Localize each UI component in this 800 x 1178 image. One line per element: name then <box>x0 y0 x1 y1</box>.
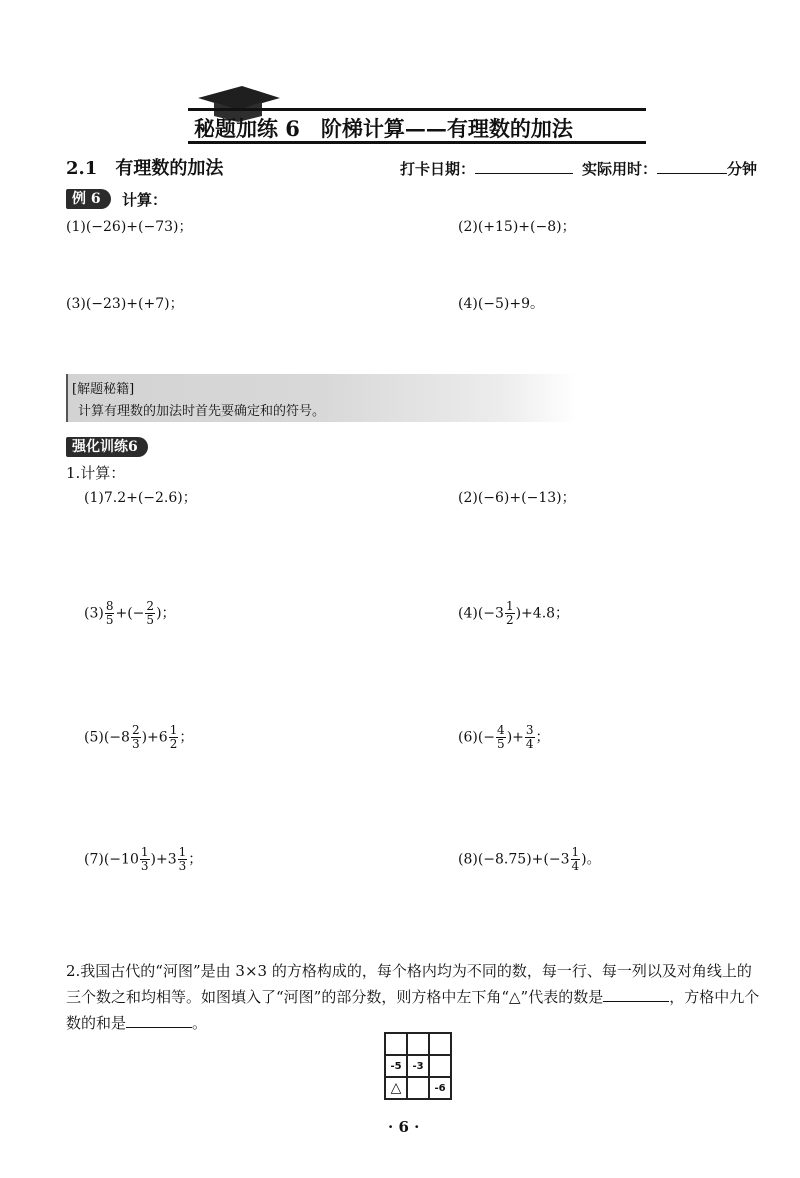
example-instruction: 计算： <box>122 191 168 209</box>
tip-label: [解题秘籍] <box>72 382 135 397</box>
question-2-text: 2.我国古代的“河图”是由 3×3 的方格构成的，每个格内均为不同的数，每一行、每一列以及对角线上的三个数之和均相等。如图填入了“河图”的部分数，则方格中左下角“△”代表的数是 <box>66 962 752 1006</box>
training-problem-5: (5)(−8 $\frac{2}{3}$ )+6 $\frac{1}{2}$ ； <box>84 723 194 751</box>
question-1-label: 1.计算： <box>66 464 126 482</box>
time-label: 实际用时： <box>582 160 658 178</box>
page-number: · 6 · <box>388 1118 420 1136</box>
training-problem-2: (2)(−6)+(−13)； <box>458 490 576 506</box>
training-problem-4: (4)(−3 $\frac{1}{2}$ )+4.8； <box>458 599 570 627</box>
time-blank[interactable] <box>657 159 727 174</box>
grid-cell <box>429 1033 451 1055</box>
training-problem-3: (3) $\frac{8}{5}$ +(− $\frac{2}{5}$ )； <box>84 599 176 627</box>
example-problem-4: (4)(−5)+9。 <box>458 296 545 312</box>
grid-cell <box>407 1077 429 1099</box>
grid-cell: -6 <box>429 1077 451 1099</box>
page-title: 秘题加练 6 阶梯计算——有理数的加法 <box>188 108 646 144</box>
training-problem-6: (6)(− $\frac{4}{5}$ )+ $\frac{3}{4}$ ； <box>458 723 550 751</box>
date-label: 打卡日期： <box>400 160 476 178</box>
training-problem-8: (8)(−8.75)+(−3 $\frac{1}{4}$ )。 <box>458 845 601 873</box>
grid-cell <box>385 1033 407 1055</box>
time-used <box>582 158 757 179</box>
grid-cell-triangle: △ <box>385 1077 407 1099</box>
grid-cell: -5 <box>385 1055 407 1077</box>
example-problem-1: (1)(−26)+(−73)； <box>66 219 193 235</box>
example-tag: 例 6 <box>66 189 111 209</box>
tip-text: 计算有理数的加法时首先要确定和的符号。 <box>78 404 326 419</box>
training-tag: 强化训练6 <box>66 437 148 457</box>
grid-cell <box>407 1033 429 1055</box>
time-unit: 分钟 <box>727 160 758 178</box>
example-problem-2: (2)(+15)+(−8)； <box>458 219 576 235</box>
answer-blank-2[interactable] <box>126 1013 192 1028</box>
date-blank[interactable] <box>475 159 573 174</box>
section-title: 2.1 有理数的加法 <box>66 158 224 179</box>
grid-cell <box>429 1055 451 1077</box>
magic-square-grid <box>384 1032 452 1100</box>
training-problem-7: (7)(−10 $\frac{1}{3}$ )+3 $\frac{1}{3}$ ； <box>84 845 203 873</box>
question-2: 2.我国古代的“河图”是由 3×3 的方格构成的，每个格内均为不同的数，每一行、每一列以及对角线上的三个数之和均相等。如图填入了“河图”的部分数，则方格中左下角“△”代表的数是 ，方格中九个数的和是 。 <box>66 962 760 1032</box>
check-in-date <box>400 158 573 179</box>
training-problem-1: (1)7.2+(−2.6)； <box>84 490 197 506</box>
answer-blank-1[interactable] <box>603 987 669 1002</box>
example-problem-3: (3)(−23)+(+7)； <box>66 296 184 312</box>
grid-cell: -3 <box>407 1055 429 1077</box>
